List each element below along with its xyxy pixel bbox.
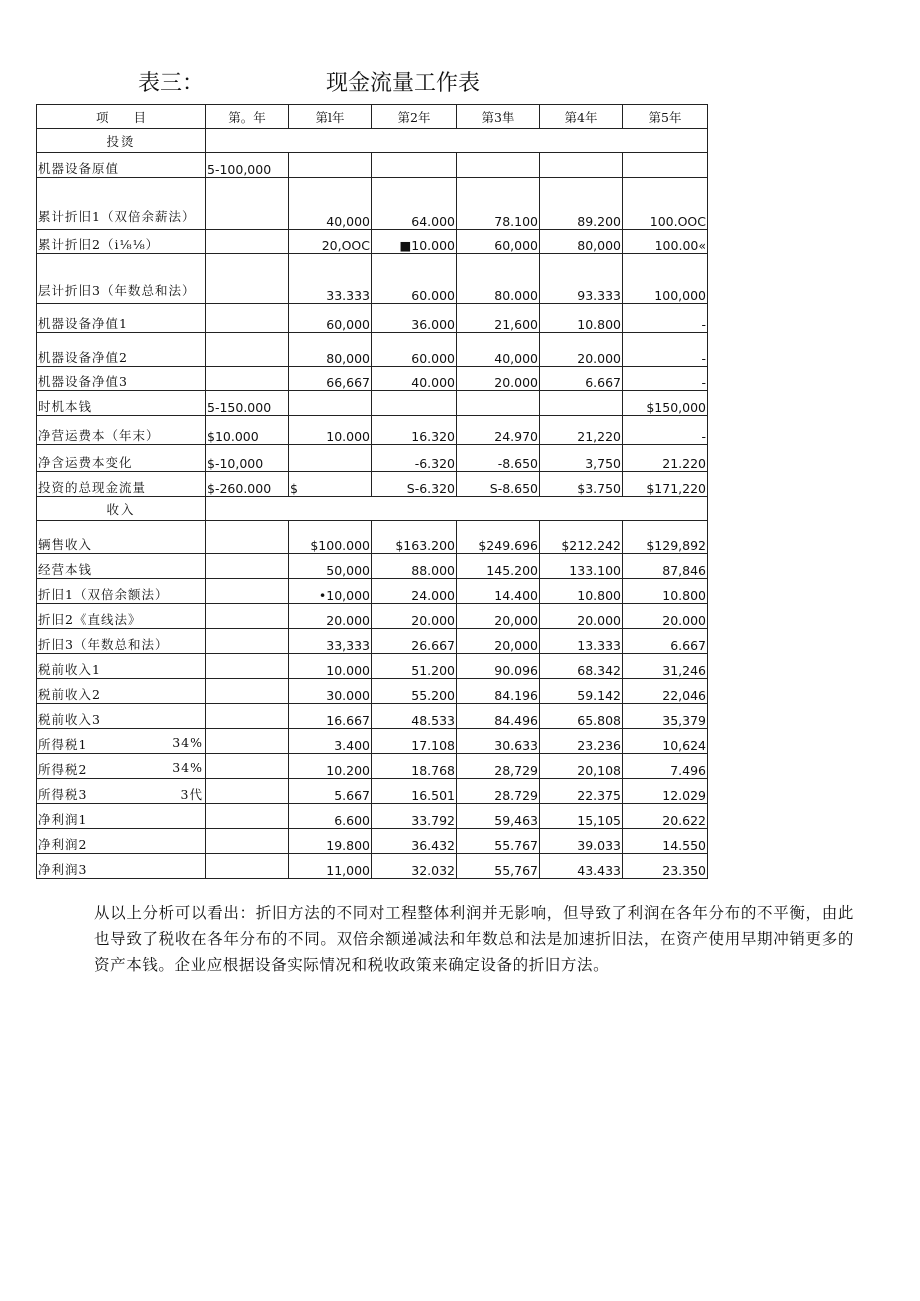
value-cell: 48.533 [372,704,457,729]
value-cell: $3.750 [540,472,623,497]
table-label: 表三： [138,71,205,96]
value-cell [289,391,372,416]
value-cell: 11,000 [289,854,372,879]
value-cell: -8.650 [457,445,540,472]
value-cell: 80,000 [289,333,372,367]
value-cell: 10,624 [623,729,708,754]
table-row [37,729,708,754]
value-cell: 40,000 [457,333,540,367]
value-cell [289,445,372,472]
value-cell [206,754,289,779]
row-label [37,829,206,854]
value-cell: 20.622 [623,804,708,829]
value-cell: 3.400 [289,729,372,754]
value-cell: S-6.320 [372,472,457,497]
value-cell: 51.200 [372,654,457,679]
value-cell [457,153,540,178]
value-cell: 7.496 [623,754,708,779]
row-label-text: 折旧1（双倍余额法） [38,587,169,602]
header-cell: 第4年 [540,105,623,129]
value-cell [206,854,289,879]
value-cell: 60,000 [457,230,540,254]
row-label-text: 所得税3 [38,787,88,802]
header-cell: 第2年 [372,105,457,129]
value-cell: 50,000 [289,554,372,579]
value-cell: 10.800 [623,579,708,604]
row-label [37,854,206,879]
table-row [37,854,708,879]
section-label: 收入 [37,497,206,521]
row-label-text: 税前收入1 [38,662,101,677]
value-cell: 20,108 [540,754,623,779]
value-cell: S-8.650 [457,472,540,497]
value-cell [206,829,289,854]
row-label-text: 层计折旧3（年数总和法） [38,283,196,298]
value-cell: 10.000 [289,416,372,445]
header-cell: 第5年 [623,105,708,129]
row-label-text: 税前收入3 [38,712,101,727]
page-title: 现金流量工作表 [326,71,481,96]
value-cell: $129,892 [623,521,708,554]
value-cell: 33.792 [372,804,457,829]
value-cell: 55.200 [372,679,457,704]
value-cell [206,333,289,367]
value-cell: $163.200 [372,521,457,554]
value-cell: - [623,304,708,333]
row-label [37,704,206,729]
value-cell: 60,000 [289,304,372,333]
value-cell [206,579,289,604]
value-cell: 20,000 [457,629,540,654]
value-cell: 84.196 [457,679,540,704]
value-cell: $-10,000 [206,445,289,472]
value-cell: 80,000 [540,230,623,254]
value-cell: 21.220 [623,445,708,472]
value-cell: 5-100,000 [206,153,289,178]
table-row [37,654,708,679]
section-row-investment [37,129,708,153]
value-cell: 93.333 [540,254,623,304]
tax-rate: 34% [172,735,203,750]
row-label-text: 机器设备净值1 [38,316,128,331]
row-label-text: 经营本钱 [38,562,93,577]
value-cell: 10.800 [540,579,623,604]
value-cell: 100.OOC [623,178,708,230]
row-label [37,654,206,679]
table-row [37,333,708,367]
row-label-text: 净利润1 [38,812,88,827]
value-cell: 30.000 [289,679,372,704]
row-label [37,804,206,829]
table-row [37,629,708,654]
value-cell: 22.375 [540,779,623,804]
table-row [37,604,708,629]
value-cell: 100.00« [623,230,708,254]
table-row [37,230,708,254]
title-row [0,66,920,98]
row-label [37,304,206,333]
row-label [37,472,206,497]
value-cell: 19.800 [289,829,372,854]
value-cell: 78.100 [457,178,540,230]
table-row [37,416,708,445]
value-cell [206,178,289,230]
value-cell: 35,379 [623,704,708,729]
value-cell: 31,246 [623,654,708,679]
value-cell: 55.767 [457,829,540,854]
value-cell [206,779,289,804]
value-cell: 36.432 [372,829,457,854]
value-cell [206,367,289,391]
table-row [37,472,708,497]
row-label-text: 累计折旧1（双倍余薪法） [38,209,196,224]
value-cell: - [623,367,708,391]
table-row [37,445,708,472]
row-label [37,178,206,230]
value-cell: 60.000 [372,333,457,367]
value-cell: -6.320 [372,445,457,472]
value-cell: 68.342 [540,654,623,679]
value-cell: 22,046 [623,679,708,704]
value-cell [206,804,289,829]
value-cell [206,704,289,729]
value-cell [372,391,457,416]
row-label [37,391,206,416]
value-cell: 33,333 [289,629,372,654]
row-label [37,521,206,554]
value-cell: 5.667 [289,779,372,804]
row-label-text: 机器设备原值 [38,161,120,176]
value-cell [623,153,708,178]
row-label-text: 净含运费本变化 [38,455,133,470]
value-cell: 16.667 [289,704,372,729]
value-cell [206,604,289,629]
table-row [37,679,708,704]
value-cell: 90.096 [457,654,540,679]
row-label [37,754,206,779]
value-cell: 14.550 [623,829,708,854]
value-cell: 16.501 [372,779,457,804]
value-cell [540,153,623,178]
value-cell: - [623,416,708,445]
value-cell: 12.029 [623,779,708,804]
header-cell: 第。年 [206,105,289,129]
row-label [37,333,206,367]
value-cell [540,391,623,416]
row-label [37,554,206,579]
value-cell [372,153,457,178]
section-label: 投烫 [37,129,206,153]
value-cell: 39.033 [540,829,623,854]
row-label [37,779,206,804]
value-cell: $ [289,472,372,497]
row-label-text: 折旧2《直线法》 [38,612,142,627]
value-cell [206,679,289,704]
row-label [37,679,206,704]
value-cell: 26.667 [372,629,457,654]
table-row [37,704,708,729]
row-label-text: 净营运费本（年末） [38,428,160,443]
row-label-text: 投资的总现金流量 [38,480,147,495]
value-cell: 5-150.000 [206,391,289,416]
value-cell: 21,220 [540,416,623,445]
table-row [37,804,708,829]
cash-flow-table [36,104,708,879]
tax-rate: 34% [172,760,203,775]
row-label [37,153,206,178]
row-label [37,579,206,604]
table-row [37,367,708,391]
value-cell: 24.000 [372,579,457,604]
value-cell [206,729,289,754]
row-label [37,416,206,445]
section-filler [206,497,708,521]
header-cell: 第3隼 [457,105,540,129]
value-cell: 20.000 [540,333,623,367]
table-row [37,391,708,416]
table-body [37,105,708,879]
value-cell: 89.200 [540,178,623,230]
analysis-note: 从以上分析可以看出：折旧方法的不同对工程整体利润并无影响，但导致了利润在各年分布的不平衡，由此也导致了税收在各年分布的不同。双倍余额递减法和年数总和法是加速折旧法，在资产使用早期冲销更多的资产本钱。企业应根据设备实际情况和税收政策来确定设备的折旧方法。 [94,904,854,974]
value-cell: 10.200 [289,754,372,779]
value-cell: 100,000 [623,254,708,304]
table-row [37,254,708,304]
value-cell: 80.000 [457,254,540,304]
value-cell: 20.000 [457,367,540,391]
value-cell: $10.000 [206,416,289,445]
value-cell: 40,000 [289,178,372,230]
table-row [37,829,708,854]
value-cell: 18.768 [372,754,457,779]
value-cell: - [623,333,708,367]
table-row [37,579,708,604]
value-cell: 14.400 [457,579,540,604]
value-cell: 87,846 [623,554,708,579]
value-cell: 10.000 [289,654,372,679]
value-cell: 28.729 [457,779,540,804]
row-label-text: 机器设备净值2 [38,350,128,365]
row-label [37,729,206,754]
row-label-text: 辆售收入 [38,537,93,552]
value-cell: 20,000 [457,604,540,629]
table-row [37,554,708,579]
row-label-text: 净利润2 [38,837,88,852]
row-label [37,230,206,254]
value-cell: 40.000 [372,367,457,391]
table-row [37,178,708,230]
header-cell: 第l年 [289,105,372,129]
value-cell: $212.242 [540,521,623,554]
header-cell: 项 目 [37,105,206,129]
value-cell: $100.000 [289,521,372,554]
value-cell: 20.000 [289,604,372,629]
row-label-text: 机器设备净值3 [38,374,128,389]
value-cell: 60.000 [372,254,457,304]
value-cell [206,554,289,579]
row-label [37,629,206,654]
value-cell [206,230,289,254]
value-cell: •10,000 [289,579,372,604]
value-cell: 24.970 [457,416,540,445]
row-label-text: 净利润3 [38,862,88,877]
row-label-text: 所得税1 [38,737,88,752]
table-row [37,153,708,178]
value-cell: 10.800 [540,304,623,333]
value-cell: 21,600 [457,304,540,333]
row-label [37,254,206,304]
value-cell [206,629,289,654]
table-row [37,754,708,779]
value-cell: 36.000 [372,304,457,333]
row-label-text: 时机本钱 [38,399,93,414]
value-cell: 84.496 [457,704,540,729]
section-row-income [37,497,708,521]
value-cell [206,254,289,304]
value-cell: $-260.000 [206,472,289,497]
value-cell: 20.000 [623,604,708,629]
value-cell [206,654,289,679]
value-cell: ■10.000 [372,230,457,254]
value-cell: 16.320 [372,416,457,445]
value-cell: $249.696 [457,521,540,554]
value-cell: 23.350 [623,854,708,879]
table-row [37,304,708,333]
row-label [37,604,206,629]
value-cell: 6.667 [540,367,623,391]
value-cell: 20.000 [540,604,623,629]
value-cell: $171,220 [623,472,708,497]
value-cell: 6.667 [623,629,708,654]
row-label [37,367,206,391]
value-cell [289,153,372,178]
value-cell: 28,729 [457,754,540,779]
row-label-text: 累计折旧2（i⅛⅛） [38,237,160,252]
value-cell: 55,767 [457,854,540,879]
value-cell: 30.633 [457,729,540,754]
value-cell: $150,000 [623,391,708,416]
tax-rate: 3代 [180,787,203,802]
value-cell: 13.333 [540,629,623,654]
value-cell [206,521,289,554]
value-cell: 33.333 [289,254,372,304]
value-cell [206,304,289,333]
value-cell: 59,463 [457,804,540,829]
section-filler [206,129,708,153]
value-cell: 23.236 [540,729,623,754]
value-cell: 65.808 [540,704,623,729]
value-cell: 17.108 [372,729,457,754]
value-cell: 133.100 [540,554,623,579]
value-cell: 64.000 [372,178,457,230]
value-cell: 32.032 [372,854,457,879]
value-cell: 66,667 [289,367,372,391]
row-label-text: 税前收入2 [38,687,101,702]
value-cell: 3,750 [540,445,623,472]
value-cell: 20.000 [372,604,457,629]
header-row [37,105,708,129]
table-row [37,779,708,804]
value-cell: 20,OOC [289,230,372,254]
row-label-text: 所得税2 [38,762,88,777]
value-cell: 59.142 [540,679,623,704]
row-label [37,445,206,472]
table-row [37,521,708,554]
value-cell: 145.200 [457,554,540,579]
row-label-text: 折旧3（年数总和法） [38,637,169,652]
value-cell: 6.600 [289,804,372,829]
value-cell: 43.433 [540,854,623,879]
value-cell: 15,105 [540,804,623,829]
value-cell [457,391,540,416]
value-cell: 88.000 [372,554,457,579]
